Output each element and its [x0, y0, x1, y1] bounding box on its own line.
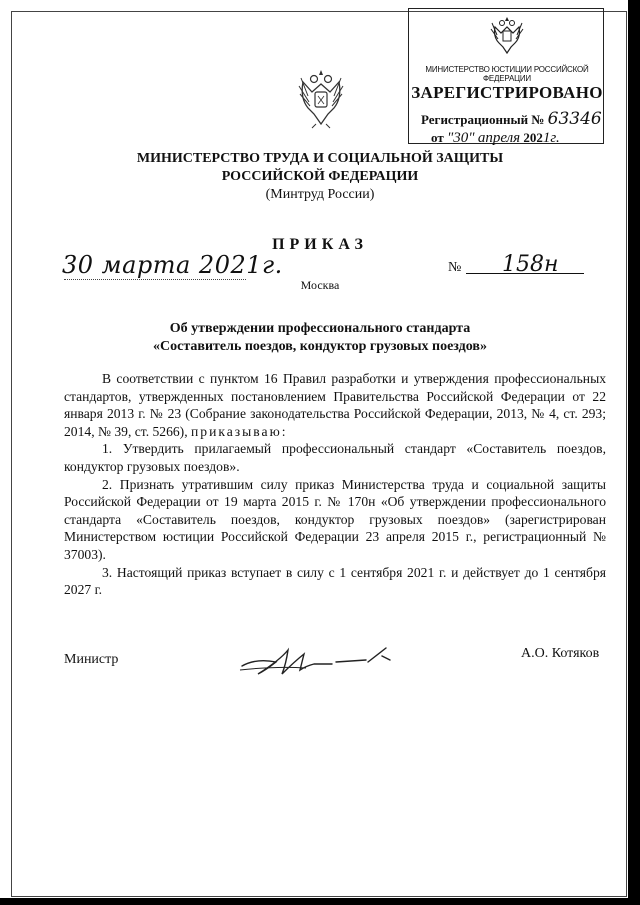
order-title: ПРИКАЗ: [272, 236, 368, 253]
paragraph-preamble: [64, 370, 606, 440]
eagle-emblem-icon: [489, 13, 525, 57]
stamp-ministry: МИНИСТЕРСТВО ЮСТИЦИИ РОССИЙСКОЙ ФЕДЕРАЦИИ: [425, 65, 589, 83]
stamp-date: [431, 130, 560, 147]
document-title-line1: Об утверждении профессионального стандарта: [169, 321, 471, 336]
stamp-registered: ЗАРЕГИСТРИРОВАНО: [411, 83, 603, 102]
scan-edge-right: [628, 0, 640, 905]
document-body: [64, 370, 606, 599]
stamp-reg-label: Регистрационный №: [421, 112, 545, 127]
order-number-label: №: [448, 260, 462, 275]
ministry-name-line2: РОССИЙСКОЙ ФЕДЕРАЦИИ: [221, 169, 419, 184]
paragraph-item-2: 2. Признать утратившим силу приказ Министерства труда и социальной защиты Российской Федерации от 19 марта 2015 г. № 170н «Об утверждении профессионального стандарта «Составитель поездов, кондуктор грузовых поездов» (зарегистрирован Министерством юстиции Российской Федерации 23 апреля 2015 г., регистрационный № 37003).: [64, 476, 606, 562]
order-city: Москва: [300, 278, 340, 292]
ministry-name-line1: МИНИСТЕРСТВО ТРУДА И СОЦИАЛЬНОЙ ЗАЩИТЫ: [136, 151, 504, 166]
stamp-date-day: "30": [446, 130, 475, 146]
signatory-name: А.О. Котяков: [521, 646, 600, 661]
stamp-registration-number: [421, 109, 602, 129]
ministry-short-name: (Минтруд России): [265, 187, 375, 202]
document-title: [0, 320, 640, 356]
order-date-handwritten: 30 марта 2021г.: [62, 251, 283, 279]
order-number-handwritten: 158н: [502, 252, 559, 277]
ministry-header: [0, 150, 640, 204]
paragraph-item-1: 1. Утвердить прилагаемый профессиональный стандарт «Составитель поездов, кондуктор грузовых поездов».: [64, 441, 606, 474]
preamble-text: В соответствии с пунктом 16 Правил разработки и утверждения профессиональных стандартов, утвержденных постановлением Правительства Российской Федерации от 22 января 2013 г. № 23 (Собрание законодательства Российской Федерации, 2013, № 4, ст. 293; 2014, № 39, ст. 5266),: [64, 371, 606, 439]
scan-edge-bottom: [0, 898, 640, 905]
stamp-date-year-prefix: 202: [523, 130, 543, 145]
coat-of-arms-icon: [298, 66, 344, 130]
stamp-date-prefix: от: [431, 130, 444, 145]
paragraph-item-3: 3. Настоящий приказ вступает в силу с 1 сентября 2021 г. и действует до 1 сентября 2027 г.: [64, 564, 606, 598]
order-word: приказываю:: [191, 423, 288, 439]
handwritten-signature: [236, 640, 406, 680]
stamp-reg-number: 63346: [547, 109, 602, 129]
stamp-date-year-suffix: 1г.: [542, 130, 560, 146]
signatory-title: Министр: [64, 652, 119, 667]
document-title-line2: «Составитель поездов, кондуктор грузовых поездов»: [153, 339, 487, 354]
registration-stamp: [408, 8, 604, 144]
stamp-date-month: апреля: [477, 130, 521, 146]
